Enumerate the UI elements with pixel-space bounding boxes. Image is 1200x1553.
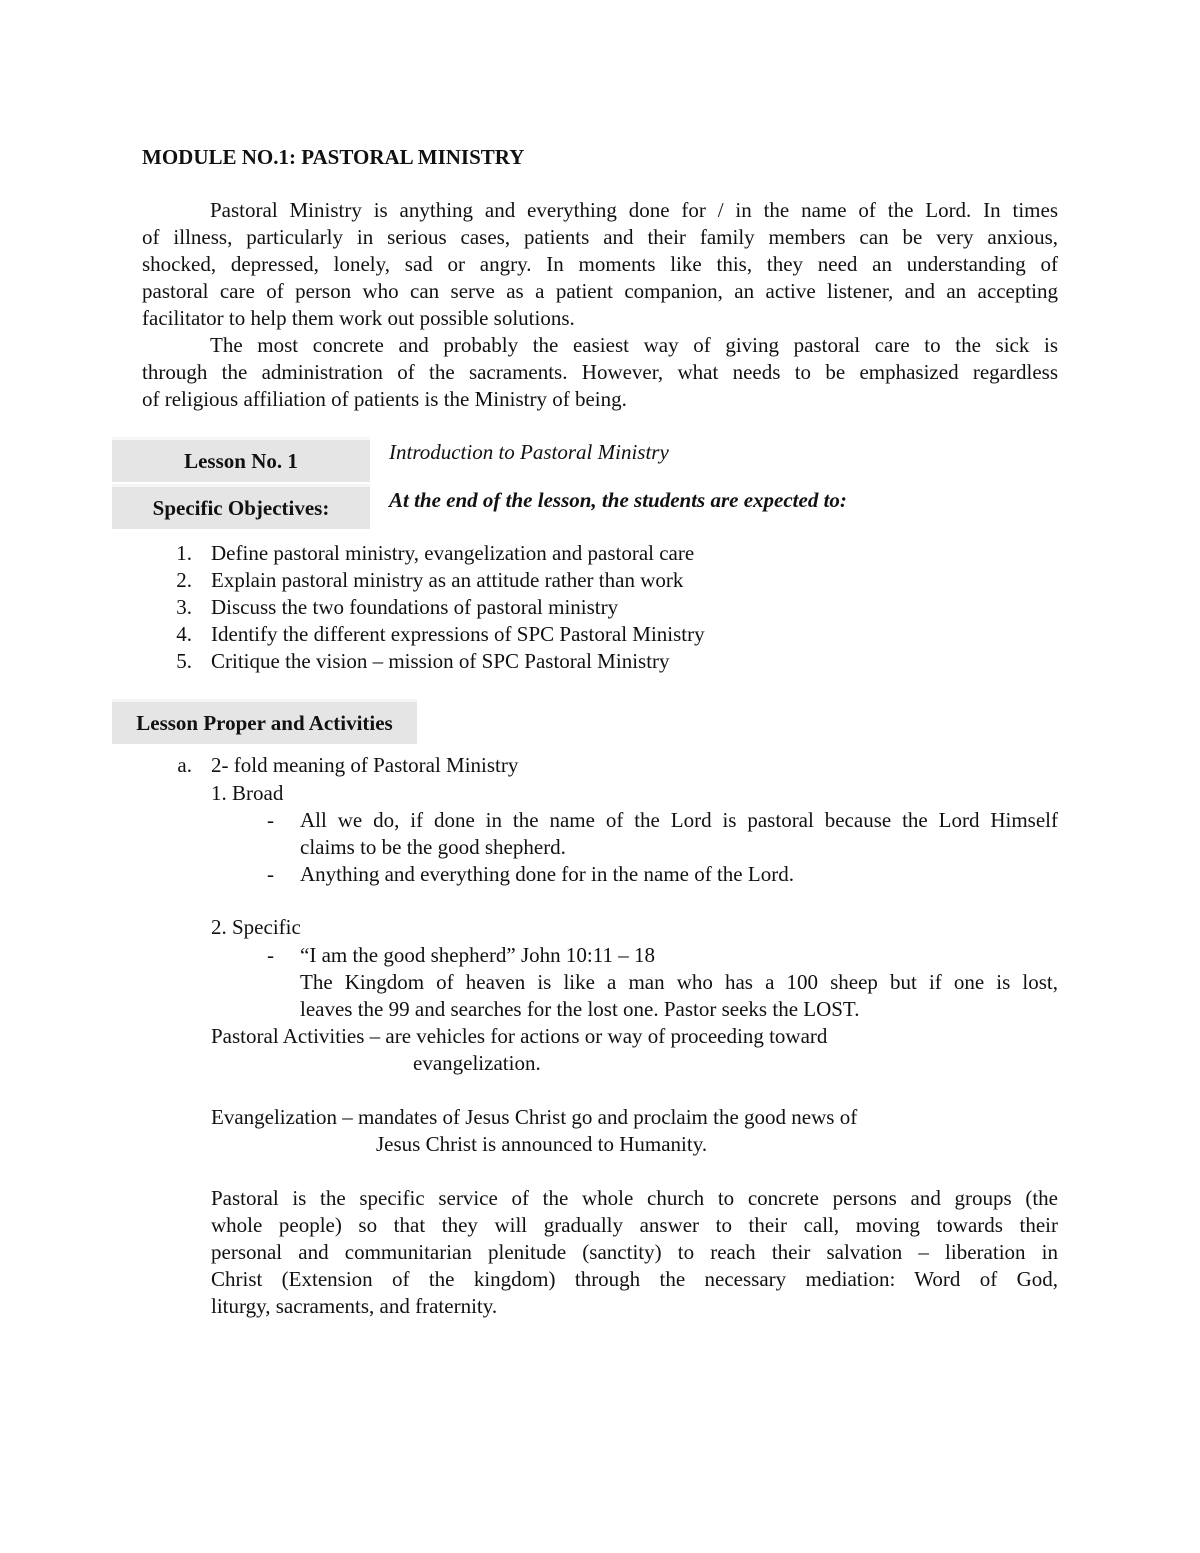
objectives-intro: At the end of the lesson, the students are expected to: xyxy=(389,488,847,512)
paragraph-line: liturgy, sacraments, and fraternity. xyxy=(211,1294,498,1318)
list-item: Explain pastoral ministry as an attitude rather than work xyxy=(211,568,684,592)
broad-heading: 1. Broad xyxy=(211,781,284,805)
evangelization-def-cont: Jesus Christ is announced to Humanity. xyxy=(376,1132,708,1156)
paragraph-line: Pastoral is the specific service of the whole church to concrete persons and groups (the xyxy=(211,1186,1058,1210)
paragraph-line: whole people) so that they will gradually answer to their call, moving towards their xyxy=(211,1213,1058,1237)
bullet-text: All we do, if done in the name of the Lord is pastoral because the Lord Himself xyxy=(300,808,1058,832)
intro-line: The most concrete and probably the easiest way of giving pastoral care to the sick is xyxy=(210,333,1058,357)
list-item: Discuss the two foundations of pastoral ministry xyxy=(211,595,619,619)
section-heading: 2- fold meaning of Pastoral Ministry xyxy=(211,753,519,777)
pastoral-activities-def: Pastoral Activities – are vehicles for actions or way of proceeding toward xyxy=(211,1024,828,1048)
bullet-text: claims to be the good shepherd. xyxy=(300,835,566,859)
list-item-number: 5. xyxy=(176,649,192,673)
intro-line: Pastoral Ministry is anything and everything done for / in the name of the Lord. In times xyxy=(210,198,1058,222)
bullet-text: Anything and everything done for in the name of the Lord. xyxy=(300,862,794,886)
bullet-dash: - xyxy=(267,808,274,832)
intro-line: of religious affiliation of patients is the Ministry of being. xyxy=(142,387,627,411)
intro-line: through the administration of the sacraments. However, what needs to be emphasized regardless xyxy=(142,360,1058,384)
bullet-dash: - xyxy=(267,943,274,967)
section-marker: a. xyxy=(177,753,192,777)
lesson-title: Introduction to Pastoral Ministry xyxy=(389,440,669,464)
bullet-dash: - xyxy=(267,862,274,886)
intro-line: facilitator to help them work out possible solutions. xyxy=(142,306,575,330)
list-item-number: 2. xyxy=(176,568,192,592)
bullet-text: The Kingdom of heaven is like a man who has a 100 sheep but if one is lost, xyxy=(300,970,1058,994)
specific-heading: 2. Specific xyxy=(211,915,301,939)
module-title: MODULE NO.1: PASTORAL MINISTRY xyxy=(142,145,525,169)
list-item-number: 4. xyxy=(176,622,192,646)
bullet-text: leaves the 99 and searches for the lost one. Pastor seeks the LOST. xyxy=(300,997,860,1021)
intro-line: pastoral care of person who can serve as a patient companion, an active listener, and an accepting xyxy=(142,279,1058,303)
lesson-number-label: Lesson No. 1 xyxy=(112,437,370,482)
list-item: Define pastoral ministry, evangelization and pastoral care xyxy=(211,541,695,565)
list-item: Identify the different expressions of SPC Pastoral Ministry xyxy=(211,622,705,646)
paragraph-line: personal and communitarian plenitude (sanctity) to reach their salvation – liberation in xyxy=(211,1240,1058,1264)
specific-objectives-label: Specific Objectives: xyxy=(112,484,370,529)
pastoral-activities-def-cont: evangelization. xyxy=(413,1051,541,1075)
lesson-proper-label: Lesson Proper and Activities xyxy=(112,699,417,744)
intro-line: shocked, depressed, lonely, sad or angry. In moments like this, they need an understanding of xyxy=(142,252,1058,276)
list-item: Critique the vision – mission of SPC Pastoral Ministry xyxy=(211,649,670,673)
list-item-number: 3. xyxy=(176,595,192,619)
paragraph-line: Christ (Extension of the kingdom) through the necessary mediation: Word of God, xyxy=(211,1267,1058,1291)
evangelization-def: Evangelization – mandates of Jesus Christ go and proclaim the good news of xyxy=(211,1105,858,1129)
list-item-number: 1. xyxy=(176,541,192,565)
intro-line: of illness, particularly in serious cases, patients and their family members can be very anxious, xyxy=(142,225,1058,249)
bible-quote: “I am the good shepherd” John 10:11 – 18 xyxy=(300,943,655,967)
